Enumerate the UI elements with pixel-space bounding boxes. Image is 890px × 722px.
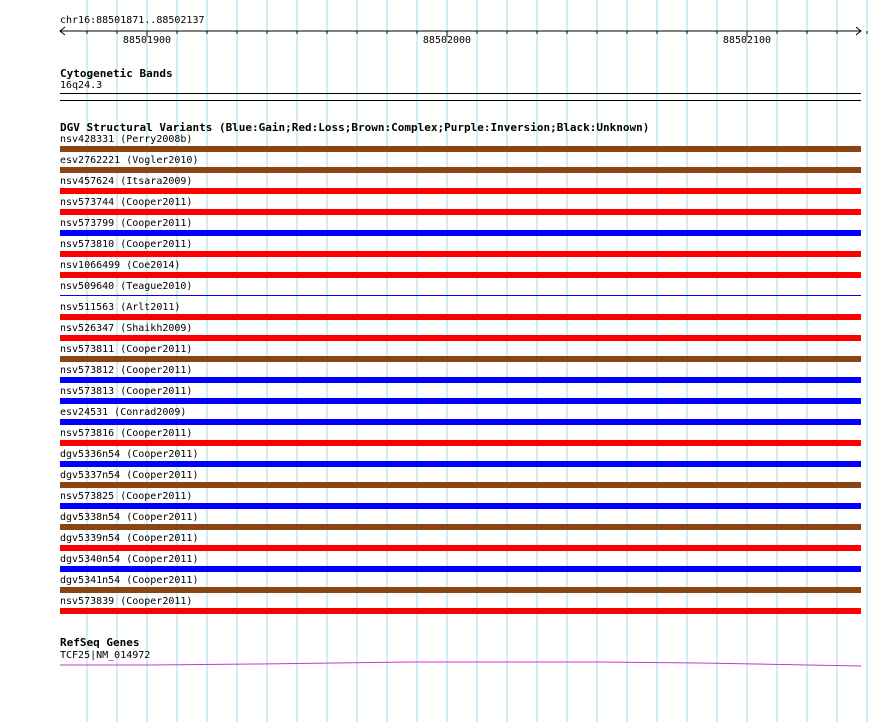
variant-label[interactable]: nsv573812 (Cooper2011) [60, 365, 193, 376]
variant-bar[interactable] [60, 146, 861, 152]
variant-bar[interactable] [60, 230, 861, 236]
variant-label[interactable]: nsv573811 (Cooper2011) [60, 344, 193, 355]
refseq-gene-label[interactable]: TCF25|NM_014972 [60, 650, 151, 661]
variant-label[interactable]: dgv5336n54 (Cooper2011) [60, 449, 199, 460]
variant-label[interactable]: nsv573799 (Cooper2011) [60, 218, 193, 229]
variant-label[interactable]: nsv573816 (Cooper2011) [60, 428, 193, 439]
cyto-band-bottom-line [60, 100, 861, 101]
variant-label[interactable]: nsv511563 (Arlt2011) [60, 302, 181, 313]
tick-label-1: 88501900 [122, 35, 172, 46]
cyto-track-title: Cytogenetic Bands [60, 67, 173, 80]
tick-label-3: 88502100 [722, 35, 772, 46]
variant-label[interactable]: dgv5338n54 (Cooper2011) [60, 512, 199, 523]
variant-bar[interactable] [60, 461, 861, 467]
cyto-band-top-line [60, 93, 861, 94]
dgv-track-title: DGV Structural Variants (Blue:Gain;Red:Loss;Brown:Complex;Purple:Inversion;Black:Unknown) [60, 121, 650, 134]
variant-bar[interactable] [60, 314, 861, 320]
variant-label[interactable]: dgv5341n54 (Cooper2011) [60, 575, 199, 586]
variant-label[interactable]: nsv526347 (Shaikh2009) [60, 323, 193, 334]
variant-bar[interactable] [60, 398, 861, 404]
variant-label[interactable]: nsv573825 (Cooper2011) [60, 491, 193, 502]
cyto-band-label: 16q24.3 [60, 80, 103, 91]
variant-bar[interactable] [60, 209, 861, 215]
variant-label[interactable]: nsv573810 (Cooper2011) [60, 239, 193, 250]
variant-label[interactable]: nsv573813 (Cooper2011) [60, 386, 193, 397]
variant-bar[interactable] [60, 419, 861, 425]
variant-label[interactable]: dgv5339n54 (Cooper2011) [60, 533, 199, 544]
variant-label[interactable]: dgv5340n54 (Cooper2011) [60, 554, 199, 565]
variant-label[interactable]: nsv457624 (Itsara2009) [60, 176, 193, 187]
variant-bar[interactable] [60, 440, 861, 446]
variant-bar[interactable] [60, 295, 861, 296]
variant-bar[interactable] [60, 545, 861, 551]
variant-label[interactable]: esv24531 (Conrad2009) [60, 407, 187, 418]
variant-bar[interactable] [60, 272, 861, 278]
variant-bar[interactable] [60, 524, 861, 530]
refseq-gene-line[interactable] [0, 658, 890, 670]
variant-bar[interactable] [60, 482, 861, 488]
variant-bar[interactable] [60, 566, 861, 572]
variant-bar[interactable] [60, 608, 861, 614]
variant-label[interactable]: nsv428331 (Perry2008b) [60, 134, 193, 145]
variant-label[interactable]: dgv5337n54 (Cooper2011) [60, 470, 199, 481]
variant-bar[interactable] [60, 188, 861, 194]
variant-bar[interactable] [60, 503, 861, 509]
variant-label[interactable]: nsv573744 (Cooper2011) [60, 197, 193, 208]
location-label: chr16:88501871..88502137 [60, 15, 205, 26]
variant-bar[interactable] [60, 335, 861, 341]
variant-label[interactable]: nsv1066499 (Coe2014) [60, 260, 181, 271]
variant-label[interactable]: esv2762221 (Vogler2010) [60, 155, 199, 166]
variant-label[interactable]: nsv573839 (Cooper2011) [60, 596, 193, 607]
variant-bar[interactable] [60, 167, 861, 173]
tick-label-2: 88502000 [422, 35, 472, 46]
variant-bar[interactable] [60, 587, 861, 593]
variant-bar[interactable] [60, 251, 861, 257]
variant-label[interactable]: nsv509640 (Teague2010) [60, 281, 193, 292]
variant-bar[interactable] [60, 377, 861, 383]
variant-bar[interactable] [60, 356, 861, 362]
refseq-track-title: RefSeq Genes [60, 636, 140, 649]
